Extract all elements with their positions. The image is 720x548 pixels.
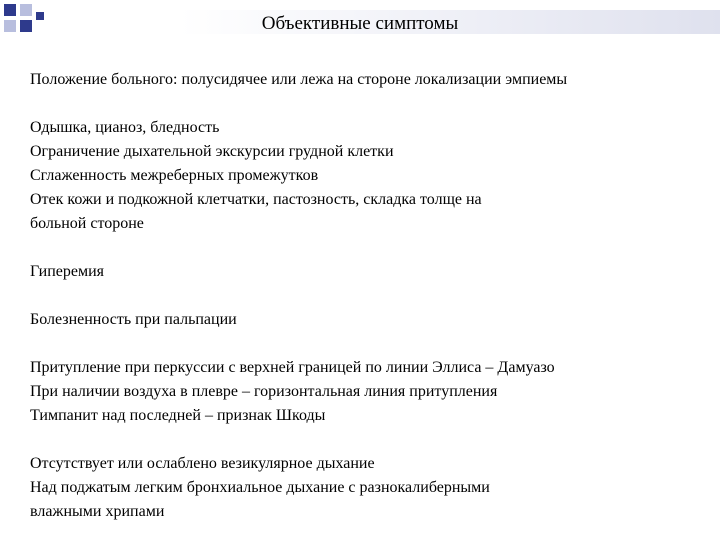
paragraph-percussion <box>30 356 710 428</box>
text-line: Ограничение дыхательной экскурсии грудной клетки <box>30 143 394 160</box>
text-line: Сглаженность межреберных промежутков <box>30 167 319 184</box>
text-line: Притупление при перкуссии с верхней границей по линии Эллиса – Дамуазо <box>30 359 555 376</box>
text-line: Одышка, цианоз, бледность <box>30 119 220 136</box>
text-line: Отсутствует или ослаблено везикулярное дыхание <box>30 455 375 472</box>
paragraph-general-signs <box>30 116 710 236</box>
paragraph-hyperemia <box>30 260 710 284</box>
text-line: Болезненность при пальпации <box>30 311 237 328</box>
text-line: Гиперемия <box>30 263 105 280</box>
slide-title: Объективные симптомы <box>261 13 459 34</box>
text-line: Положение больного: полусидячее или лежа на стороне локализации эмпиемы <box>30 71 568 88</box>
text-line: Над поджатым легким бронхиальное дыхание с разнокалиберными <box>30 479 490 496</box>
paragraph-position <box>30 68 710 92</box>
text-line: больной стороне <box>30 215 144 232</box>
text-line: Отек кожи и подкожной клетчатки, пастозность, складка толще на <box>30 191 482 208</box>
text-line: влажными хрипами <box>30 503 165 520</box>
content-body <box>30 68 710 548</box>
text-line: Тимпанит над последней – признак Шкоды <box>30 407 326 424</box>
paragraph-auscultation <box>30 452 710 524</box>
text-line: При наличии воздуха в плевре – горизонтальная линия притупления <box>30 383 498 400</box>
paragraph-palpation <box>30 308 710 332</box>
